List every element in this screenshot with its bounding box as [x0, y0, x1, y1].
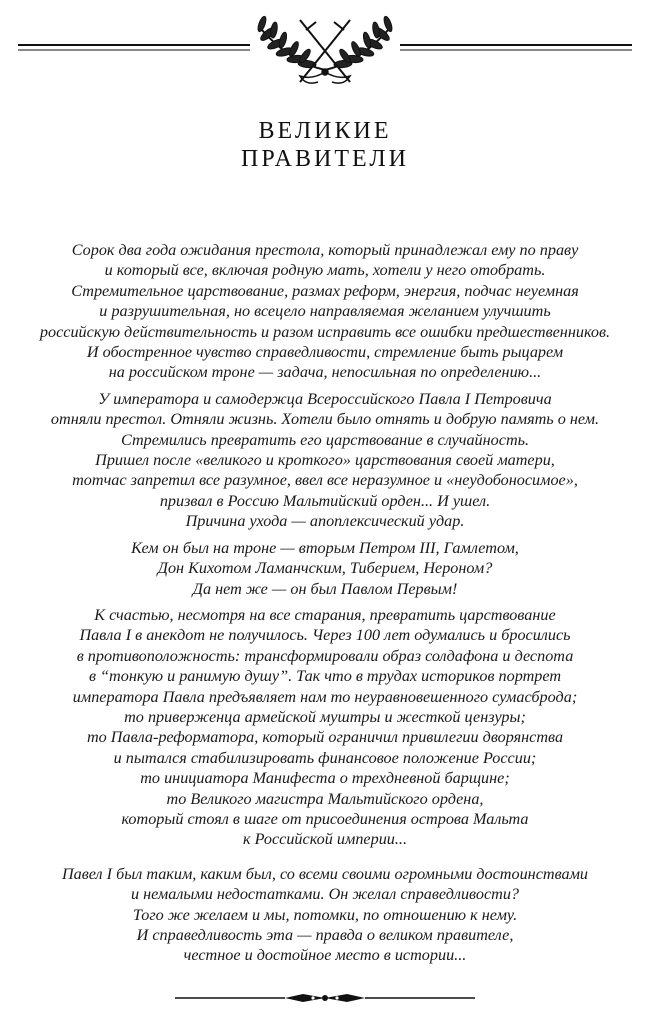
flourish-icon: [285, 994, 365, 1002]
header-rule-left: [18, 45, 250, 50]
text-line: который стоял в шаге от присоединения острова Мальта: [121, 809, 529, 828]
text-line: на российском троне — задача, непосильная по определению...: [108, 363, 542, 382]
text-line: И обостренное чувство справедливости, стремление быть рыцарем: [86, 343, 564, 362]
text-line: Причина ухода — апоплексический удар.: [185, 512, 465, 531]
text-line: в “тонкую и ранимую душу”. Так что в трудах историков портрет: [88, 667, 562, 686]
text-line: тотчас запретил все разумное, ввел все неразумное и «неудобоносимое»,: [72, 471, 578, 490]
text-line: Стремительное царствование, размах реформ, энергия, подчас неуемная: [71, 281, 579, 300]
laurel-wreath-icon: [256, 15, 393, 70]
text-line: и разрушительная, но всецело направляемая желанием улучшить: [99, 302, 551, 321]
text-line: российскую действительность и разом исправить все ошибки предшественников.: [39, 322, 611, 341]
text-line: и немалыми недостатками. Он желал справедливости?: [130, 885, 520, 904]
text-line: честное и достойное место в истории...: [183, 946, 467, 965]
text-line: в противоположность: трансформировали образ солдафона и деспота: [76, 646, 574, 665]
text-line: то Великого магистра Мальтийского ордена,: [166, 789, 484, 808]
text-line: то Павла-реформатора, который ограничил привилегии дворянства: [86, 728, 564, 747]
header-ornament: [0, 0, 650, 100]
body-text: [20, 240, 630, 972]
page-title-line1: ВЕЛИКИЕ: [258, 118, 392, 144]
text-line: Павла I в анекдот не получилось. Через 100 лет одумались и бросились: [79, 626, 571, 645]
text-line: к Российской империи...: [242, 830, 408, 849]
text-line: И справедливость эта — правда о великом правителе,: [136, 926, 514, 944]
text-line: и который все, включая родную мать, хотели у него отобрать.: [104, 261, 546, 280]
paragraph-4: [20, 605, 630, 850]
text-line: отняли престол. Отняли жизнь. Хотели было отнять и добрую память о нем.: [50, 410, 600, 429]
text-line: Дон Кихотом Ламанчским, Тиберием, Нероном?: [157, 559, 493, 578]
footer-ornament: [175, 988, 475, 1008]
paragraph-3: [20, 538, 630, 599]
text-line: Павел I был таким, каким был, со всеми своими огромными достоинствами: [61, 864, 589, 883]
paragraph-2: [20, 389, 630, 532]
header-rule-right: [400, 45, 632, 50]
text-line: Того же желаем и мы, потомки, по отношению к нему.: [132, 905, 518, 924]
text-line: то инициатора Манифеста о трехдневной барщине;: [140, 769, 510, 788]
text-line: Сорок два года ожидания престола, который принадлежал ему по праву: [71, 241, 579, 259]
paragraph-5: [20, 864, 630, 966]
text-line: Стремились превратить его царствование в случайность.: [120, 430, 530, 449]
text-line: и пытался стабилизировать финансовое положение России;: [113, 748, 537, 767]
text-line: Кем он был на троне — вторым Петром III, Гамлетом,: [131, 538, 519, 557]
text-line: императора Павла предъявляет нам то неуравновешенного сумасброда;: [72, 687, 578, 706]
text-line: Да нет же — он был Павлом Первым!: [192, 579, 458, 598]
page-title-line2: ПРАВИТЕЛИ: [241, 146, 409, 172]
text-line: призвал в Россию Мальтийский орден... И ушел.: [159, 491, 491, 510]
text-line: У императора и самодержца Всероссийского Павла I Петровича: [98, 389, 552, 408]
paragraph-1: [20, 240, 630, 383]
text-line: то приверженца армейской муштры и жесткой цензуры;: [124, 707, 526, 726]
text-line: К счастью, несмотря на все старания, превратить царствование: [94, 605, 556, 624]
text-line: Пришел после «великого и кроткого» царствования своей матери,: [95, 451, 555, 470]
